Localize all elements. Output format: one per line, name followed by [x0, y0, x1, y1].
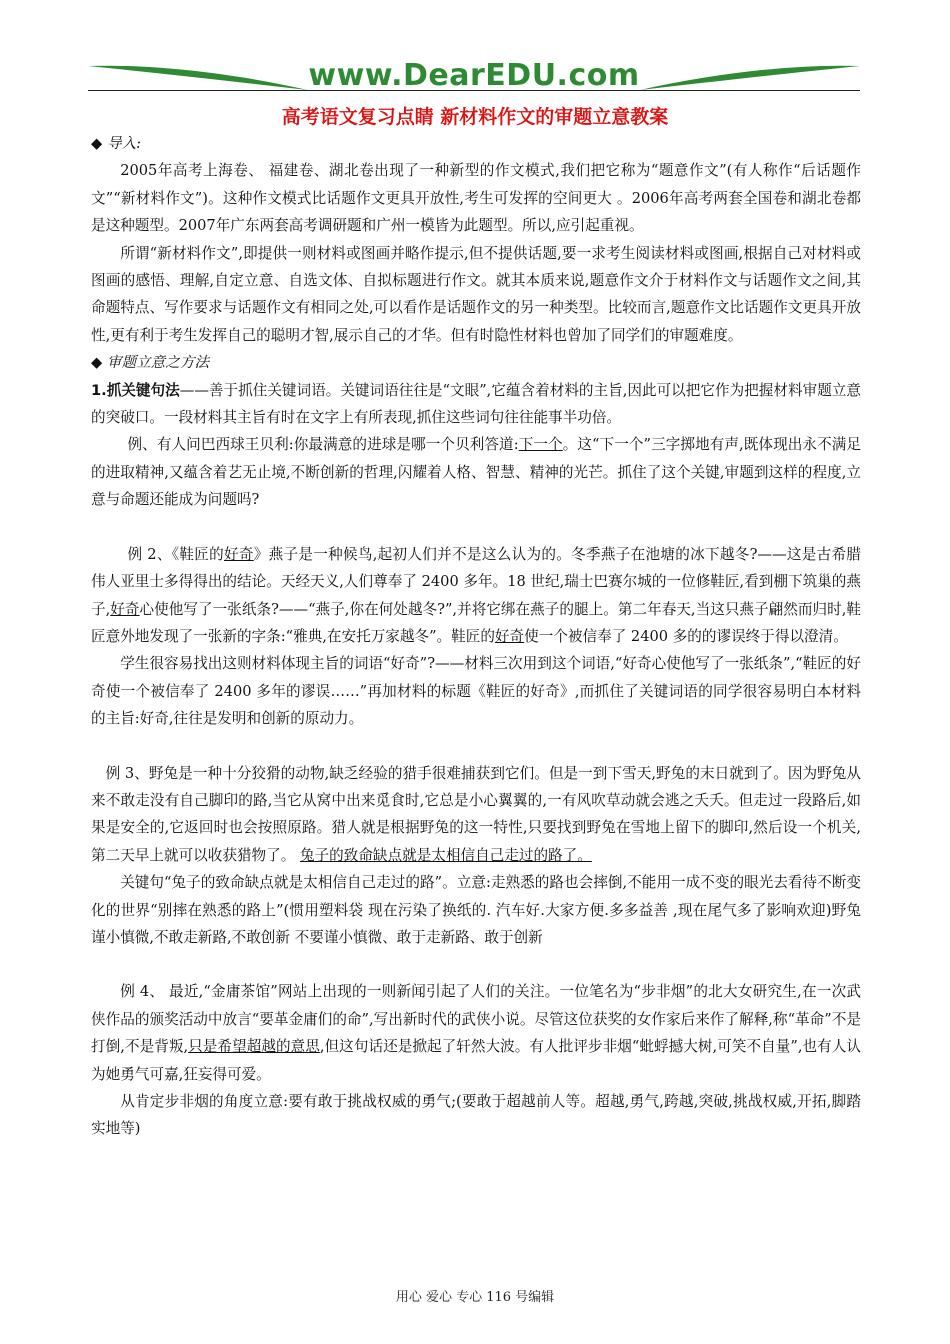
intro-paragraph-1: 2005年高考上海卷、 福建卷、湖北卷出现了一种新型的作文模式,我们把它称为“题意作文”(有人称作“后话题作文”“新材料作文”)。这种作文模式比话题作文更具开放性,考生可发挥的空间更大 。2006年高考两套全国卷和湖北卷都是这种题型。2007年广东两套高考调研题和广州一模皆为此题型。所以,应引起重视。	[91, 162, 861, 235]
method-1-paragraph: 1.抓关键句法——善于抓住关键词语。关键词语往往是“文眼”,它蕴含着材料的主旨,因此可以把它作为把握材料审题立意的突破口。一段材料其主旨有时在文字上有所表现,抓住这些词句往往能事半功倍。	[91, 381, 861, 427]
key-word: 好奇	[494, 627, 525, 645]
example-4-analysis: 从肯定步非烟的角度立意:要有敢于挑战权威的勇气;(要敢于超越前人等。超越,勇气,跨越,突破,挑战权威,开拓,脚踏实地等)	[91, 1093, 861, 1138]
key-word: 好奇	[223, 545, 254, 563]
site-logo: www.DearEDU.com	[308, 58, 640, 93]
intro-heading: ◆ 导入:	[91, 135, 141, 152]
intro-paragraph-2: 所谓“新材料作文”,即提供一则材料或图画并略作提示,但不提供话题,要一求考生阅读材料或图画,根据自己对材料或图画的感悟、理解,自定立意、自选文体、自拟标题进行作文。就其本质来说,题意作文介于材料作文与话题作文之间,其命题特点、写作要求与话题作文有相同之处,可以看作是话题作文的另一种类型。比较而言,题意作文比话题作文更具开放性,更有利于考生发挥自己的聪明才智,展示自己的才华。但有时隐性材料也曾加了同学们的审题难度。	[91, 244, 861, 344]
example-2-analysis: 学生很容易找出这则材料体现主旨的词语“好奇”?——材料三次用到这个词语,“好奇心使他写了一张纸条”,“鞋匠的好奇使一个被信奉了 2400 多年的谬误……”再加材料的标题《鞋匠的好奇》,而抓住了关键词语的同学很容易明白本材料的主旨:好奇,往往是发明和创新的原动力。	[91, 655, 861, 728]
key-word: 好奇	[110, 600, 140, 618]
key-sentence: 兔子的致命缺点就是太相信自己走过的路了。	[299, 846, 592, 864]
key-phrase: 下一个	[518, 436, 563, 454]
page-footer: 用心 爱心 专心 116 号编辑	[395, 1290, 555, 1305]
method-1-label: 1.抓关键句法	[91, 381, 180, 399]
method-heading: ◆ 审题立意之方法	[91, 354, 210, 372]
header-rule	[88, 90, 860, 91]
example-3-analysis: 关键句“兔子的致命缺点就是太相信自己走过的路”。立意:走熟悉的路也会摔倒,不能用一成不变的眼光去看待不断变化的世界“别摔在熟悉的路上”(惯用塑料袋 现在污染了换纸的. 汽车好.大家方便.多多益善 ,现在尾气多了影响欢迎)野兔谨小慎微,不敢走新路,不敢创新 不要谨小慎微、敢于走新路、敢于创新	[91, 874, 861, 946]
example-2-paragraph: 例 2、《鞋匠的好奇》燕子是一种候鸟,起初人们并不是这么认为的。冬季燕子在池塘的冰下越冬?——这是古希腊伟人亚里士多得得出的结论。天经天义,人们尊奉了 2400 多年。18 世纪,瑞士巴赛尔城的一位修鞋匠,看到棚下筑巢的燕子,好奇心使他写了一张纸条?——“燕子,你在何处越冬?”,并将它绑在燕子的腿上。第二年春天,当这只燕子翩然而归时,鞋匠意外地发现了一张新的字条:“雅典,在安托万家越冬”。鞋匠的好奇使一个被信奉了 2400 多的的谬误终于得以澄清。	[91, 545, 862, 645]
page-title: 高考语文复习点睛 新材料作文的审题立意教案	[281, 106, 669, 128]
example-4-paragraph: 例 4、 最近,“金庸茶馆”网站上出现的一则新闻引起了人们的关注。一位笔名为“步非烟”的北大女研究生,在一次武侠作品的颁奖活动中放言“要革金庸们的命”,写出新时代的武侠小说。尽管这位获奖的女作家后来作了解释,称“革命”不是打倒,不是背叛,只是希望超越的意思,但这句话还是掀起了轩然大波。有人批评步非烟“蚍蜉撼大树,可笑不自量”,也有人认为她勇气可嘉,狂妄得可爱。	[91, 983, 861, 1083]
diamond-bullet-icon: ◆	[91, 354, 107, 372]
document-body	[91, 130, 861, 1143]
key-phrase: 只是希望超越的意思	[188, 1038, 320, 1056]
example-3-paragraph: 例 3、野兔是一种十分狡猾的动物,缺乏经验的猎手很难捕获到它们。但是一到下雪天,野兔的末日就到了。因为野兔从来不敢走没有自己脚印的路,当它从窝中出来觅食时,它总是小心翼翼的,一有风吹草动就会逃之夭夭。但走过一段路后,如果是安全的,它返回时也会按照原路。猎人就是根据野兔的这一特性,只要找到野兔在雪地上留下的脚印,然后设一个机关,第二天早上就可以收获猎物了。 兔子的致命缺点就是太相信自己走过的路了。	[91, 764, 861, 864]
diamond-bullet-icon: ◆	[91, 135, 107, 152]
example-1-paragraph: 例、有人问巴西球王贝利:你最满意的进球是哪一个贝利答道:下一个。这“下一个”三字掷地有声,既体现出永不满足的进取精神,又蕴含着艺无止境,不断创新的哲理,闪耀着人格、智慧、精神的光芒。抓住了这个关键,审题到这样的程度,立意与命题还能成为问题吗?	[91, 436, 861, 509]
